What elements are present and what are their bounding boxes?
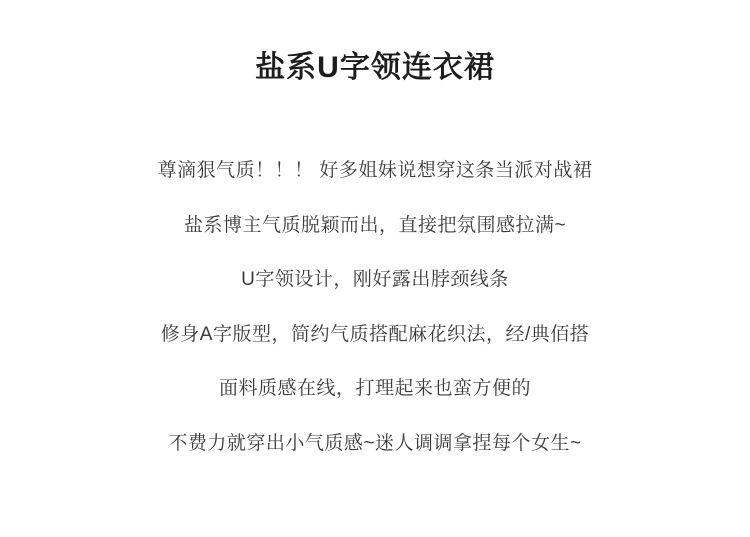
description-line: U字领设计，刚好露出脖颈线条 <box>241 269 509 291</box>
description-line: 盐系博主气质脱颖而出，直接把氛围感拉满~ <box>183 214 567 236</box>
description-line: 面料质感在线，打理起来也蛮方便的 <box>218 378 531 400</box>
page-title: 盐系U字领连衣裙 <box>255 51 495 84</box>
description-body <box>0 158 750 458</box>
description-line: 不费力就穿出小气质感~迷人调调拿捏每个女生~ <box>168 432 582 454</box>
description-line: 尊滴狠气质！！！ 好多姐妹说想穿这条当派对战裙 <box>157 160 593 181</box>
description-line: 修身A字版型，简约气质搭配麻花织法，经/典佰搭 <box>160 323 590 345</box>
